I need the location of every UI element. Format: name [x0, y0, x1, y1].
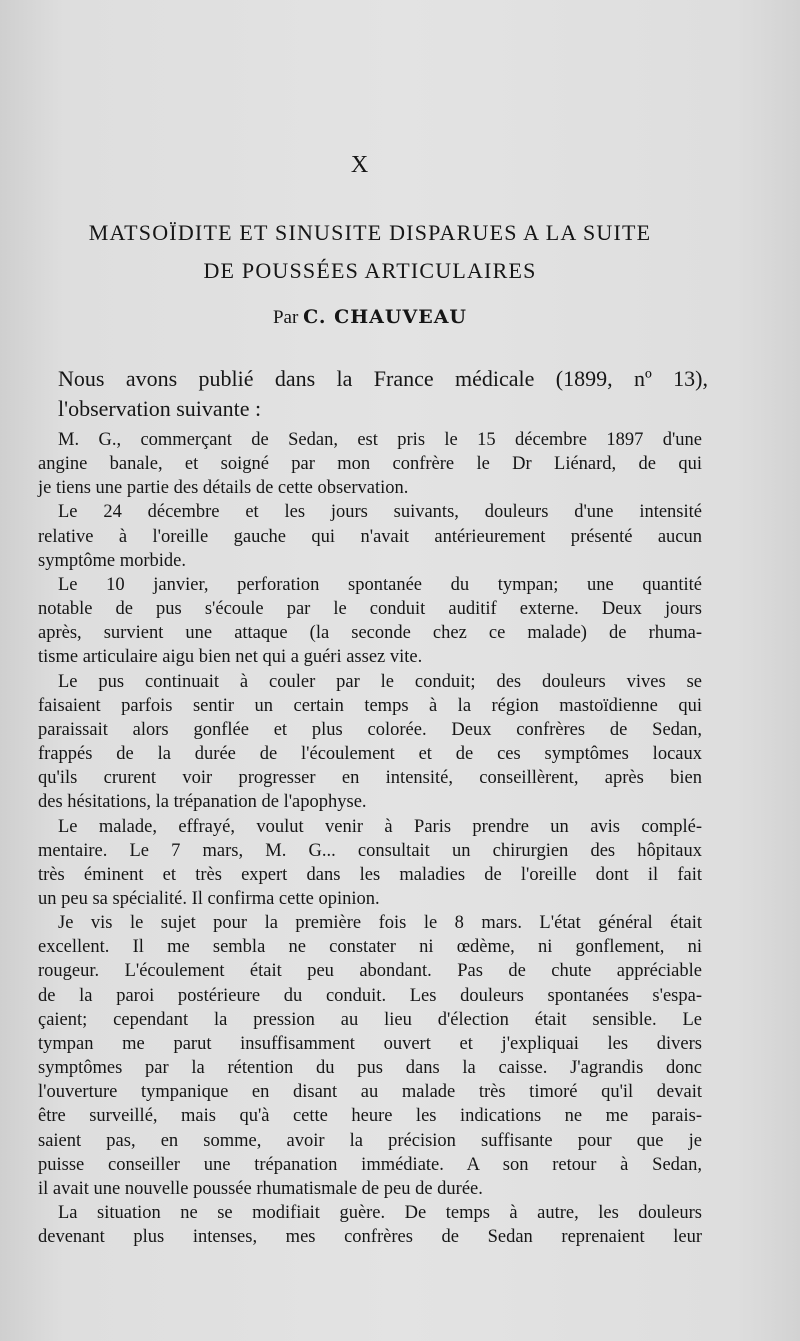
text-line: Le 10 janvier, perforation spontanée du tympan; une quantité [58, 574, 702, 595]
text-line: être surveillé, mais qu'à cette heure les indications ne me parais- [38, 1106, 702, 1127]
chapter-title-line-2: DE POUSSÉES ARTICULAIRES [203, 258, 537, 283]
text-line: très éminent et très expert dans les maladies de l'oreille dont il fait [38, 864, 702, 885]
text-line: qu'ils crurent voir progresser en intensité, conseillèrent, après bien [38, 768, 702, 789]
chapter-number: X [350, 152, 370, 178]
text-line: La situation ne se modifiait guère. De temps à autre, les douleurs [58, 1203, 702, 1223]
author-name: C. CHAUVEAU [303, 306, 467, 328]
text-line: il avait une nouvelle poussée rhumatismale de peu de durée. [38, 1178, 483, 1199]
text-line: excellent. Il me sembla ne constater ni œdème, ni gonflement, ni [38, 937, 702, 958]
intro-paragraph [58, 364, 708, 424]
text-line: un peu sa spécialité. Il confirma cette opinion. [38, 888, 380, 909]
text-line: symptômes par la rétention du pus dans la caisse. J'agrandis donc [38, 1058, 702, 1079]
text-line: puisse conseiller une trépanation immédiate. A son retour à Sedan, [38, 1154, 702, 1175]
text-line: çaient; cependant la pression au lieu d'élection était sensible. Le [38, 1009, 702, 1030]
text-line: l'ouverture tympanique en disant au malade très timoré qu'il devait [38, 1082, 702, 1103]
text-line: rougeur. L'écoulement était peu abondant. Pas de chute appréciable [38, 961, 702, 982]
text-line: des hésitations, la trépanation de l'apophyse. [38, 792, 367, 813]
text-line: Le pus continuait à couler par le conduit; des douleurs vives se [58, 671, 702, 692]
text-line: tisme articulaire aigu bien net qui a guéri assez vite. [38, 647, 423, 668]
text-line: angine banale, et soigné par mon confrère le Dr Liénard, de qui [38, 454, 702, 475]
text-line: Le malade, effrayé, voulut venir à Paris prendre un avis complé- [58, 816, 702, 837]
text-line: relative à l'oreille gauche qui n'avait antérieurement présenté aucun [38, 526, 702, 547]
chapter-title-line-1: MATSOÏDITE ET SINUSITE DISPARUES A LA SUITE [88, 220, 652, 245]
intro-line: l'observation suivante : [58, 396, 262, 421]
text-line: Le 24 décembre et les jours suivants, douleurs d'une intensité [58, 502, 702, 523]
byline [0, 306, 740, 329]
text-line: tympan me parut insuffisamment ouvert et j'expliquai les divers [38, 1033, 702, 1054]
text-line: M. G., commerçant de Sedan, est pris le 15 décembre 1897 d'une [58, 430, 702, 450]
byline-prefix: Par [272, 307, 299, 328]
observation-text [38, 428, 702, 1249]
text-line: mentaire. Le 7 mars, M. G... consultait un chirurgien des hôpitaux [38, 840, 702, 861]
chapter-title [40, 214, 700, 290]
text-line: après, survient une attaque (la seconde chez ce malade) de rhuma- [38, 623, 702, 644]
text-line: notable de pus s'écoule par le conduit auditif externe. Deux jours [38, 599, 702, 620]
text-line: je tiens une partie des détails de cette observation. [38, 478, 409, 499]
text-line: paraissait alors gonflée et plus colorée. Deux confrères de Sedan, [38, 719, 702, 740]
text-line: Je vis le sujet pour la première fois le 8 mars. L'état général était [58, 913, 702, 934]
text-line: de la paroi postérieure du conduit. Les douleurs spontanées s'espa- [38, 985, 702, 1006]
text-line: saient pas, en somme, avoir la précision suffisante pour que je [38, 1130, 702, 1151]
text-line: symptôme morbide. [38, 550, 186, 571]
text-line: frappés de la durée de l'écoulement et de ces symptômes locaux [38, 744, 702, 765]
text-line: faisaient parfois sentir un certain temps à la région mastoïdienne qui [38, 695, 702, 716]
intro-line: Nous avons publié dans la France médicale (1899, nº 13), [58, 366, 708, 391]
text-line: devenant plus intenses, mes confrères de Sedan reprenaient leur [38, 1227, 702, 1248]
